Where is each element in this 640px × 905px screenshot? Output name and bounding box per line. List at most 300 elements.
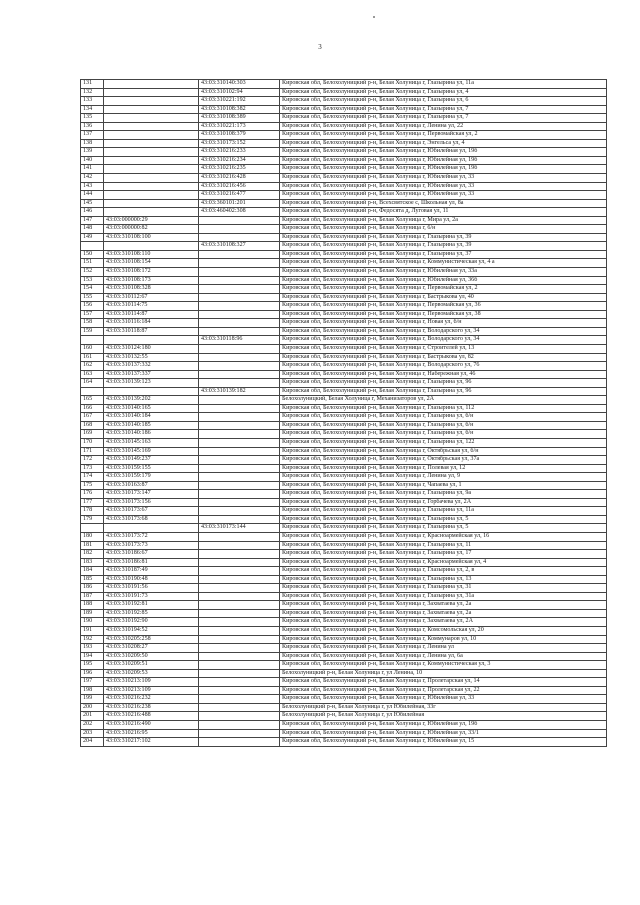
building-cadastral-number-cell [199, 464, 280, 473]
land-cadastral-number-cell: 43:03:310192:85 [104, 609, 199, 618]
table-row [81, 114, 607, 123]
address-cell: Кировская обл, Белохолуницкий р-н, Белая Холуница г, Ленина ул, 22 [280, 122, 607, 131]
building-cadastral-number-cell [199, 738, 280, 747]
address-cell: Кировская обл, Белохолуницкий р-н, Белая Холуница г, Юбилейная ул, 33/1 [280, 729, 607, 738]
address-cell: Кировская обл, Белохолуницкий р-н, Белая Холуница г, Захватаева ул, 2а [280, 609, 607, 618]
address-cell: Кировская обл, Белохолуницкий р-н, Белая Холуница г, Володарского ул, 34 [280, 336, 607, 345]
address-cell: Кировская обл, Белохолуницкий р-н, Белая Холуница г, Глазырина ул, 31а [280, 592, 607, 601]
building-cadastral-number-cell [199, 370, 280, 379]
building-cadastral-number-cell: 43:03:310118:96 [199, 336, 280, 345]
address-cell: Белохолуницкий р-н, Белая Холуница г, ул Юбилейная, 33г [280, 703, 607, 712]
address-cell: Кировская обл, Белохолуницкий р-н, Белая Холуница г, Первомайская ул, 38 [280, 310, 607, 319]
building-cadastral-number-cell [199, 490, 280, 499]
row-number-cell: 131 [81, 80, 104, 89]
row-number-cell: 187 [81, 592, 104, 601]
building-cadastral-number-cell: 43:03:310108:382 [199, 105, 280, 114]
address-cell: Кировская обл, Белохолуницкий р-н, Белая Холуница г, Ленина ул, 6а [280, 652, 607, 661]
table-row [81, 712, 607, 721]
row-number-cell: 157 [81, 310, 104, 319]
building-cadastral-number-cell: 43:03:460402:308 [199, 208, 280, 217]
row-number-cell [81, 242, 104, 251]
address-cell: Кировская обл, Белохолуницкий р-н, Белая Холуница г, Октябрьская ул, 37а [280, 456, 607, 465]
row-number-cell: 158 [81, 319, 104, 328]
building-cadastral-number-cell [199, 584, 280, 593]
building-cadastral-number-cell [199, 216, 280, 225]
land-cadastral-number-cell: 43:03:310116:184 [104, 319, 199, 328]
table-row [81, 242, 607, 251]
building-cadastral-number-cell: 43:03:310108:379 [199, 131, 280, 140]
row-number-cell: 186 [81, 584, 104, 593]
table-row [81, 430, 607, 439]
land-cadastral-number-cell [104, 148, 199, 157]
building-cadastral-number-cell [199, 729, 280, 738]
table-row [81, 156, 607, 165]
address-cell: Кировская обл, Белохолуницкий р-н, Белая Холуница г, Глазырина ул, 37 [280, 250, 607, 259]
row-number-cell: 200 [81, 703, 104, 712]
address-cell: Кировская обл, Белохолуницкий р-н, Белая Холуница г, 6/н [280, 225, 607, 234]
land-cadastral-number-cell: 43:03:000000:82 [104, 225, 199, 234]
row-number-cell: 193 [81, 644, 104, 653]
building-cadastral-number-cell [199, 327, 280, 336]
building-cadastral-number-cell: 43:03:310173:144 [199, 524, 280, 533]
land-cadastral-number-cell: 43:03:310209:53 [104, 669, 199, 678]
table-row [81, 302, 607, 311]
land-cadastral-number-cell: 43:03:310159:155 [104, 464, 199, 473]
address-cell: Кировская обл, Белохолуницкий р-н, Белая Холуница г, Захватаева ул, 2А [280, 618, 607, 627]
building-cadastral-number-cell [199, 721, 280, 730]
table-row [81, 498, 607, 507]
row-number-cell: 152 [81, 268, 104, 277]
building-cadastral-number-cell [199, 635, 280, 644]
building-cadastral-number-cell: 43:03:310216:428 [199, 174, 280, 183]
land-cadastral-number-cell: 43:03:310108:110 [104, 250, 199, 259]
row-number-cell: 165 [81, 396, 104, 405]
address-cell: Кировская обл, Белохолуницкий р-н, Белая Холуница г, Пролетарская ул, 14 [280, 678, 607, 687]
land-cadastral-number-cell: 43:03:310163:87 [104, 481, 199, 490]
row-number-cell: 174 [81, 473, 104, 482]
row-number-cell: 154 [81, 285, 104, 294]
table-row [81, 362, 607, 371]
table-row [81, 387, 607, 396]
building-cadastral-number-cell: 43:03:310108:389 [199, 114, 280, 123]
row-number-cell: 159 [81, 327, 104, 336]
row-number-cell: 161 [81, 353, 104, 362]
land-cadastral-number-cell: 43:03:310213:109 [104, 678, 199, 687]
building-cadastral-number-cell [199, 447, 280, 456]
table-row [81, 456, 607, 465]
building-cadastral-number-cell [199, 276, 280, 285]
land-cadastral-number-cell: 43:03:310159:179 [104, 473, 199, 482]
building-cadastral-number-cell: 43:03:310216:456 [199, 182, 280, 191]
land-cadastral-number-cell [104, 199, 199, 208]
building-cadastral-number-cell [199, 575, 280, 584]
row-number-cell: 156 [81, 302, 104, 311]
address-cell: Кировская обл, Белохолуницкий р-н, Белая Холуница г, Глазырина ул, 11 [280, 541, 607, 550]
building-cadastral-number-cell [199, 601, 280, 610]
row-number-cell: 141 [81, 165, 104, 174]
table-row [81, 344, 607, 353]
row-number-cell: 143 [81, 182, 104, 191]
table-row [81, 481, 607, 490]
table-row [81, 216, 607, 225]
address-cell: Кировская обл, Белохолуницкий р-н, Белая Холуница г, Ленина ул, 9 [280, 473, 607, 482]
address-cell: Кировская обл, Белохолуницкий р-н, Белая Холуница г, Юбилейная ул, 33а [280, 268, 607, 277]
address-cell: Кировская обл, Белохолуницкий р-н, Белая Холуница г, Мира ул, 2а [280, 216, 607, 225]
building-cadastral-number-cell [199, 344, 280, 353]
address-cell: Кировская обл, Белохолуницкий р-н, Белая Холуница г, Комсомольская ул, 20 [280, 627, 607, 636]
building-cadastral-number-cell [199, 592, 280, 601]
row-number-cell: 160 [81, 344, 104, 353]
land-cadastral-number-cell [104, 131, 199, 140]
row-number-cell: 198 [81, 686, 104, 695]
table-row [81, 738, 607, 747]
table-row [81, 515, 607, 524]
address-cell: Кировская обл, Белохолуницкий р-н, Белая Холуница г, Глазырина ул, б/н [280, 413, 607, 422]
building-cadastral-number-cell [199, 250, 280, 259]
scan-speck [373, 16, 375, 18]
table-row [81, 379, 607, 388]
table-row [81, 464, 607, 473]
land-cadastral-number-cell: 43:03:310173:73 [104, 541, 199, 550]
address-cell: Кировская обл, Белохолуницкий р-н, Белая Холуница г, Коммунистическая ул, 4 а [280, 259, 607, 268]
row-number-cell: 153 [81, 276, 104, 285]
table-row [81, 233, 607, 242]
table-row [81, 721, 607, 730]
table-row [81, 148, 607, 157]
land-cadastral-number-cell [104, 80, 199, 89]
land-cadastral-number-cell: 43:03:310186:67 [104, 550, 199, 559]
row-number-cell: 170 [81, 438, 104, 447]
land-cadastral-number-cell: 43:03:310139:123 [104, 379, 199, 388]
address-cell: Кировская обл, Белохолуницкий р-н, Белая Холуница г, Глазырина ул, 13 [280, 575, 607, 584]
land-cadastral-number-cell: 43:03:310140:165 [104, 404, 199, 413]
address-cell: Кировская обл, Белохолуницкий р-н, Белая Холуница г, Глазырина ул, б/н [280, 421, 607, 430]
land-cadastral-number-cell: 43:03:310114:87 [104, 310, 199, 319]
land-cadastral-number-cell [104, 165, 199, 174]
row-number-cell: 138 [81, 139, 104, 148]
building-cadastral-number-cell [199, 319, 280, 328]
land-cadastral-number-cell: 43:03:310191:73 [104, 592, 199, 601]
building-cadastral-number-cell [199, 353, 280, 362]
address-cell: Кировская обл, Белохолуницкий р-н, Белая Холуница г, Юбилейная ул, 33 [280, 174, 607, 183]
address-cell: Кировская обл, Белохолуницкий р-н, Белая Холуница г, Октябрьская ул, б/н [280, 447, 607, 456]
address-cell: Кировская обл, Белохолуницкий р-н, Белая Холуница г, Глазырина ул, 122 [280, 438, 607, 447]
table-row [81, 285, 607, 294]
table-row [81, 268, 607, 277]
building-cadastral-number-cell [199, 507, 280, 516]
row-number-cell: 145 [81, 199, 104, 208]
land-cadastral-number-cell: 43:03:310209:50 [104, 652, 199, 661]
building-cadastral-number-cell [199, 652, 280, 661]
table-body [81, 80, 607, 747]
land-cadastral-number-cell [104, 139, 199, 148]
table-row [81, 618, 607, 627]
row-number-cell: 146 [81, 208, 104, 217]
row-number-cell: 176 [81, 490, 104, 499]
address-cell: Кировская обл, Белохолуницкий р-н, Белая Холуница г, Глазырина ул, 96 [280, 379, 607, 388]
row-number-cell: 196 [81, 669, 104, 678]
address-cell: Кировская обл, Белохолуницкий р-н, Белая Холуница г, Коммунаров ул, 10 [280, 635, 607, 644]
row-number-cell: 179 [81, 515, 104, 524]
table-row [81, 490, 607, 499]
building-cadastral-number-cell [199, 550, 280, 559]
building-cadastral-number-cell [199, 233, 280, 242]
building-cadastral-number-cell [199, 644, 280, 653]
row-number-cell: 197 [81, 678, 104, 687]
land-cadastral-number-cell: 43:03:310108:154 [104, 259, 199, 268]
table-row [81, 592, 607, 601]
land-cadastral-number-cell: 43:03:310191:56 [104, 584, 199, 593]
row-number-cell: 137 [81, 131, 104, 140]
row-number-cell: 148 [81, 225, 104, 234]
address-cell: Кировская обл, Белохолуницкий р-н, Белая Холуница г, Первомайская ул, 2 [280, 285, 607, 294]
table-row [81, 421, 607, 430]
building-cadastral-number-cell [199, 669, 280, 678]
address-cell: Кировская обл, Белохолуницкий р-н, Белая Холуница г, Глазырина ул, 112 [280, 404, 607, 413]
building-cadastral-number-cell [199, 627, 280, 636]
row-number-cell: 139 [81, 148, 104, 157]
land-cadastral-number-cell: 43:03:310108:328 [104, 285, 199, 294]
land-cadastral-number-cell: 43:03:310173:68 [104, 515, 199, 524]
building-cadastral-number-cell [199, 661, 280, 670]
building-cadastral-number-cell [199, 498, 280, 507]
table-row [81, 88, 607, 97]
building-cadastral-number-cell [199, 396, 280, 405]
table-row [81, 80, 607, 89]
address-cell: Кировская обл, Белохолуницкий р-н, Белая Холуница г, Глазырина ул, 5 [280, 515, 607, 524]
table-row [81, 97, 607, 106]
address-cell: Кировская обл, Белохолуницкий р-н, Белая Холуница г, Глазырина ул, 39 [280, 242, 607, 251]
land-cadastral-number-cell: 43:03:310190:48 [104, 575, 199, 584]
land-cadastral-number-cell: 43:03:310216:490 [104, 721, 199, 730]
address-cell: Кировская обл, Белохолуницкий р-н, Белая Холуница г, Глазырина ул, 11а [280, 80, 607, 89]
table-row [81, 661, 607, 670]
row-number-cell: 194 [81, 652, 104, 661]
table-row [81, 635, 607, 644]
building-cadastral-number-cell [199, 413, 280, 422]
building-cadastral-number-cell [199, 541, 280, 550]
row-number-cell: 183 [81, 558, 104, 567]
table-row [81, 139, 607, 148]
row-number-cell: 182 [81, 550, 104, 559]
land-cadastral-number-cell: 43:03:310140:186 [104, 430, 199, 439]
land-cadastral-number-cell: 43:03:310205:258 [104, 635, 199, 644]
building-cadastral-number-cell [199, 703, 280, 712]
table-row [81, 507, 607, 516]
table-row [81, 575, 607, 584]
land-cadastral-number-cell: 43:03:310114:75 [104, 302, 199, 311]
address-cell: Кировская обл, Белохолуницкий р-н, Белая Холуница г, Новая ул, б/н [280, 319, 607, 328]
land-cadastral-number-cell: 43:03:310216:488 [104, 712, 199, 721]
table-row [81, 336, 607, 345]
row-number-cell: 140 [81, 156, 104, 165]
address-cell: Кировская обл, Белохолуницкий р-н, Белая Холуница г, Ленина ул [280, 644, 607, 653]
land-cadastral-number-cell: 43:03:310139:202 [104, 396, 199, 405]
address-cell: Кировская обл, Белохолуницкий р-н, Белая Холуница г, Глазырина ул, 5 [280, 524, 607, 533]
land-cadastral-number-cell: 43:03:310192:90 [104, 618, 199, 627]
row-number-cell: 192 [81, 635, 104, 644]
row-number-cell: 133 [81, 97, 104, 106]
building-cadastral-number-cell [199, 695, 280, 704]
row-number-cell: 204 [81, 738, 104, 747]
land-cadastral-number-cell: 43:03:310112:67 [104, 293, 199, 302]
row-number-cell: 132 [81, 88, 104, 97]
address-cell: Кировская обл, Белохолуницкий р-н, Белая Холуница г, Бастрыкова ул, 40 [280, 293, 607, 302]
row-number-cell: 195 [81, 661, 104, 670]
building-cadastral-number-cell [199, 712, 280, 721]
table-row [81, 584, 607, 593]
address-cell: Кировская обл, Белохолуницкий р-н, Белая Холуница г, Энгельса ул, 4 [280, 139, 607, 148]
row-number-cell: 167 [81, 413, 104, 422]
row-number-cell: 155 [81, 293, 104, 302]
land-cadastral-number-cell: 43:03:000000:29 [104, 216, 199, 225]
land-cadastral-number-cell: 43:03:310132:55 [104, 353, 199, 362]
land-cadastral-number-cell: 43:03:310187:49 [104, 567, 199, 576]
table-row [81, 165, 607, 174]
address-cell: Кировская обл, Белохолуницкий р-н, Белая Холуница г, Юбилейная ул, 33 [280, 182, 607, 191]
building-cadastral-number-cell: 43:03:310216:234 [199, 156, 280, 165]
table-row [81, 703, 607, 712]
address-cell: Кировская обл, Белохолуницкий р-н, Белая Холуница г, Юбилейная ул, 19б [280, 148, 607, 157]
table-row [81, 729, 607, 738]
land-cadastral-number-cell [104, 524, 199, 533]
row-number-cell: 199 [81, 695, 104, 704]
row-number-cell: 189 [81, 609, 104, 618]
address-cell: Кировская обл, Белохолуницкий р-н, Белая Холуница г, Юбилейная ул, 33 [280, 191, 607, 200]
land-cadastral-number-cell: 43:03:310213:109 [104, 686, 199, 695]
land-cadastral-number-cell [104, 191, 199, 200]
building-cadastral-number-cell [199, 618, 280, 627]
row-number-cell: 190 [81, 618, 104, 627]
address-cell: Кировская обл, Белохолуницкий р-н, Белая Холуница г, Глазырина ул, 17 [280, 550, 607, 559]
row-number-cell: 166 [81, 404, 104, 413]
land-cadastral-number-cell [104, 156, 199, 165]
address-cell: Кировская обл, Белохолуницкий р-н, Белая Холуница г, Пролетарская ул, 22 [280, 686, 607, 695]
land-cadastral-number-cell: 43:03:310124:180 [104, 344, 199, 353]
address-cell: Кировская обл, Белохолуницкий р-н, Белая Холуница г, Первомайская ул, 2 [280, 131, 607, 140]
table-row [81, 541, 607, 550]
table-row [81, 550, 607, 559]
land-cadastral-number-cell: 43:03:310140:185 [104, 421, 199, 430]
land-cadastral-number-cell: 43:03:310216:238 [104, 703, 199, 712]
building-cadastral-number-cell [199, 558, 280, 567]
row-number-cell: 163 [81, 370, 104, 379]
land-cadastral-number-cell: 43:03:310145:163 [104, 438, 199, 447]
row-number-cell: 201 [81, 712, 104, 721]
table-row [81, 122, 607, 131]
table-row [81, 627, 607, 636]
address-cell: Кировская обл, Белохолуницкий р-н, Белая Холуница г, Юбилейная ул, 19б [280, 165, 607, 174]
row-number-cell: 164 [81, 379, 104, 388]
building-cadastral-number-cell: 43:03:310140:303 [199, 80, 280, 89]
table-row [81, 131, 607, 140]
address-cell: Кировская обл, Белохолуницкий р-н, Белая Холуница г, Набережная ул, 46 [280, 370, 607, 379]
address-cell: Белохолуницкий р-н, Белая Холуница г, ул Юбилейная [280, 712, 607, 721]
building-cadastral-number-cell [199, 473, 280, 482]
building-cadastral-number-cell [199, 302, 280, 311]
table-row [81, 276, 607, 285]
building-cadastral-number-cell [199, 362, 280, 371]
table-row [81, 174, 607, 183]
table-row [81, 473, 607, 482]
land-cadastral-number-cell: 43:03:310216:232 [104, 695, 199, 704]
building-cadastral-number-cell [199, 225, 280, 234]
table-row [81, 695, 607, 704]
table-row [81, 208, 607, 217]
address-cell: Кировская обл, Белохолуницкий р-н, Белая Холуница г, Глазырина ул, 7 [280, 114, 607, 123]
address-cell: Белохолуницкий р-н, Белая Холуница г, ул Ленина, 10 [280, 669, 607, 678]
address-cell: Кировская обл, Белохолуницкий р-н, Белая Холуница г, Горбачева ул, 2А [280, 498, 607, 507]
row-number-cell: 191 [81, 627, 104, 636]
row-number-cell: 147 [81, 216, 104, 225]
row-number-cell: 181 [81, 541, 104, 550]
address-cell: Кировская обл, Белохолуницкий р-н, Белая Холуница г, Первомайская ул, 36 [280, 302, 607, 311]
address-cell: Кировская обл, Белохолуницкий р-н, Белая Холуница г, Глазырина ул, 11а [280, 507, 607, 516]
building-cadastral-number-cell: 43:03:310216:235 [199, 165, 280, 174]
address-cell: Белохолуницкий, Белая Холуница г, Механизаторов ул, 2А [280, 396, 607, 405]
land-cadastral-number-cell: 43:03:310216:95 [104, 729, 199, 738]
table-row [81, 524, 607, 533]
land-cadastral-number-cell: 43:03:310108:173 [104, 276, 199, 285]
row-number-cell [81, 387, 104, 396]
row-number-cell: 175 [81, 481, 104, 490]
land-cadastral-number-cell: 43:03:310137:332 [104, 362, 199, 371]
land-cadastral-number-cell: 43:03:310137:337 [104, 370, 199, 379]
building-cadastral-number-cell: 43:03:310221:173 [199, 122, 280, 131]
row-number-cell: 185 [81, 575, 104, 584]
land-cadastral-number-cell: 43:03:310145:169 [104, 447, 199, 456]
building-cadastral-number-cell [199, 421, 280, 430]
address-cell: Кировская обл, Белохолуницкий р-н, Белая Холуница г, Глазырина ул, 31 [280, 584, 607, 593]
building-cadastral-number-cell: 43:03:310221:192 [199, 97, 280, 106]
land-cadastral-number-cell [104, 182, 199, 191]
row-number-cell: 202 [81, 721, 104, 730]
row-number-cell: 184 [81, 567, 104, 576]
address-cell: Кировская обл, Белохолуницкий р-н, Белая Холуница г, Коммунистическая ул, 3 [280, 661, 607, 670]
building-cadastral-number-cell: 43:03:310102:94 [199, 88, 280, 97]
building-cadastral-number-cell [199, 456, 280, 465]
page-number: 3 [318, 43, 322, 51]
address-cell: Кировская обл, Белохолуницкий р-н, Белая Холуница г, Глазырина ул, 2, в [280, 567, 607, 576]
building-cadastral-number-cell [199, 268, 280, 277]
address-cell: Кировская обл, Белохолуницкий р-н, Федосята д, Луговая ул, 11 [280, 208, 607, 217]
address-cell: Кировская обл, Белохолуницкий р-н, Белая Холуница г, Юбилейная ул, 15 [280, 738, 607, 747]
building-cadastral-number-cell [199, 293, 280, 302]
land-cadastral-number-cell [104, 105, 199, 114]
land-cadastral-number-cell: 43:03:310140:184 [104, 413, 199, 422]
address-cell: Кировская обл, Белохолуницкий р-н, Белая Холуница г, Володарского ул, 34 [280, 327, 607, 336]
row-number-cell: 134 [81, 105, 104, 114]
building-cadastral-number-cell [199, 404, 280, 413]
building-cadastral-number-cell [199, 532, 280, 541]
land-cadastral-number-cell: 43:03:310217:102 [104, 738, 199, 747]
row-number-cell: 177 [81, 498, 104, 507]
building-cadastral-number-cell [199, 515, 280, 524]
table-row [81, 686, 607, 695]
address-cell: Кировская обл, Белохолуницкий р-н, Белая Холуница г, Строителей ул, 13 [280, 344, 607, 353]
building-cadastral-number-cell [199, 310, 280, 319]
building-cadastral-number-cell [199, 285, 280, 294]
table-row [81, 327, 607, 336]
row-number-cell: 144 [81, 191, 104, 200]
land-cadastral-number-cell [104, 97, 199, 106]
land-cadastral-number-cell: 43:03:310194:52 [104, 627, 199, 636]
building-cadastral-number-cell [199, 438, 280, 447]
address-cell: Кировская обл, Белохолуницкий р-н, Белая Холуница г, Захватаева ул, 2а [280, 601, 607, 610]
table-row [81, 310, 607, 319]
land-cadastral-number-cell: 43:03:310186:81 [104, 558, 199, 567]
land-cadastral-number-cell: 43:03:310192:81 [104, 601, 199, 610]
